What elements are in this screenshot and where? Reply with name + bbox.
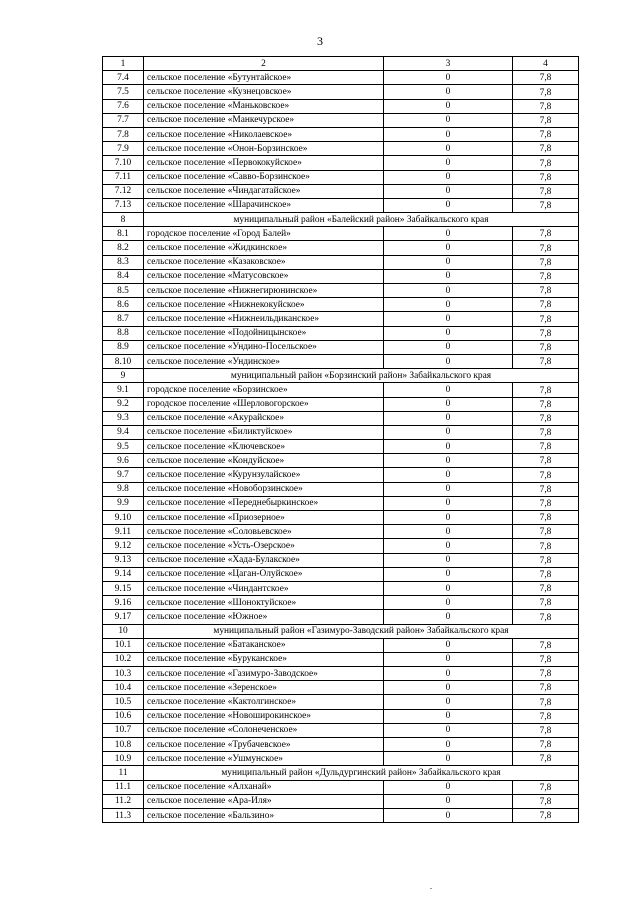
col3-value: 0 xyxy=(384,454,513,468)
col3-value: 0 xyxy=(384,511,513,525)
group-title: муниципальный район «Борзинский район» Забайкальского края xyxy=(144,369,579,383)
table-row xyxy=(103,383,579,397)
col4-value: 7,8 xyxy=(513,695,579,709)
col4-value: 7,8 xyxy=(513,127,579,141)
data-table xyxy=(102,56,579,823)
settlement-name: сельское поселение «Нижнеильдиканское» xyxy=(144,312,384,326)
settlement-name: сельское поселение «Чиндагатайское» xyxy=(144,184,384,198)
table-row xyxy=(103,738,579,752)
col3-value: 0 xyxy=(384,170,513,184)
row-number: 8.2 xyxy=(103,241,144,255)
group-row xyxy=(103,624,579,638)
settlement-name: сельское поселение «Подойницынское» xyxy=(144,326,384,340)
col4-value: 7,8 xyxy=(513,397,579,411)
table-row xyxy=(103,808,579,822)
col4-value: 7,8 xyxy=(513,142,579,156)
col4-value: 7,8 xyxy=(513,227,579,241)
table-row xyxy=(103,354,579,368)
settlement-name: сельское поселение «Ундинское» xyxy=(144,354,384,368)
settlement-name: сельское поселение «Шоноктуйское» xyxy=(144,596,384,610)
col4-value: 7,8 xyxy=(513,652,579,666)
row-number: 9.14 xyxy=(103,567,144,581)
col4-value: 7,8 xyxy=(513,113,579,127)
col3-value: 0 xyxy=(384,85,513,99)
col3-value: 0 xyxy=(384,482,513,496)
col3-value: 0 xyxy=(384,638,513,652)
row-number: 10.1 xyxy=(103,638,144,652)
col3-value: 0 xyxy=(384,652,513,666)
settlement-name: сельское поселение «Переднебыркинское» xyxy=(144,496,384,510)
col4-value: 7,8 xyxy=(513,482,579,496)
col3-value: 0 xyxy=(384,354,513,368)
col3-value: 0 xyxy=(384,581,513,595)
col3-value: 0 xyxy=(384,468,513,482)
row-number: 9.4 xyxy=(103,425,144,439)
table-row xyxy=(103,269,579,283)
row-number: 9.3 xyxy=(103,411,144,425)
col4-value: 7,8 xyxy=(513,794,579,808)
col4-value: 7,8 xyxy=(513,269,579,283)
col3-value: 0 xyxy=(384,794,513,808)
col4-value: 7,8 xyxy=(513,170,579,184)
row-number: 9.13 xyxy=(103,553,144,567)
settlement-name: сельское поселение «Бутунтайское» xyxy=(144,71,384,85)
group-row xyxy=(103,369,579,383)
col3-value: 0 xyxy=(384,397,513,411)
col3-value: 0 xyxy=(384,525,513,539)
row-number: 10.4 xyxy=(103,681,144,695)
col3-value: 0 xyxy=(384,156,513,170)
col3-value: 0 xyxy=(384,539,513,553)
table-row xyxy=(103,553,579,567)
settlement-name: сельское поселение «Цаган-Олуйское» xyxy=(144,567,384,581)
row-number: 7.9 xyxy=(103,142,144,156)
col4-value: 7,8 xyxy=(513,581,579,595)
table-row xyxy=(103,255,579,269)
col4-value: 7,8 xyxy=(513,312,579,326)
col3-value: 0 xyxy=(384,695,513,709)
settlement-name: сельское поселение «Шарачинское» xyxy=(144,198,384,212)
col4-value: 7,8 xyxy=(513,709,579,723)
col3-value: 0 xyxy=(384,340,513,354)
row-number: 7.13 xyxy=(103,198,144,212)
table-body xyxy=(103,57,579,823)
settlement-name: сельское поселение «Нижнекокуйское» xyxy=(144,298,384,312)
settlement-name: сельское поселение «Кузнецовское» xyxy=(144,85,384,99)
row-number: 7.6 xyxy=(103,99,144,113)
table-row xyxy=(103,638,579,652)
table-row xyxy=(103,567,579,581)
col4-value: 7,8 xyxy=(513,553,579,567)
group-row xyxy=(103,213,579,227)
row-number: 10.8 xyxy=(103,738,144,752)
table-row xyxy=(103,71,579,85)
scan-speck xyxy=(430,888,432,889)
col4-value: 7,8 xyxy=(513,85,579,99)
row-number: 8.9 xyxy=(103,340,144,354)
settlement-name: городское поселение «Город Балей» xyxy=(144,227,384,241)
table-row xyxy=(103,610,579,624)
col4-value: 7,8 xyxy=(513,340,579,354)
table-row xyxy=(103,411,579,425)
table-row xyxy=(103,326,579,340)
header-col-1: 1 xyxy=(103,57,144,71)
col4-value: 7,8 xyxy=(513,539,579,553)
col3-value: 0 xyxy=(384,127,513,141)
settlement-name: сельское поселение «Приозерное» xyxy=(144,511,384,525)
row-number: 7.12 xyxy=(103,184,144,198)
table-header-row xyxy=(103,57,579,71)
row-number: 9.16 xyxy=(103,596,144,610)
col4-value: 7,8 xyxy=(513,610,579,624)
row-number: 10.3 xyxy=(103,667,144,681)
col3-value: 0 xyxy=(384,738,513,752)
table-row xyxy=(103,667,579,681)
row-number: 9.6 xyxy=(103,454,144,468)
group-number: 10 xyxy=(103,624,144,638)
col4-value: 7,8 xyxy=(513,780,579,794)
row-number: 8.7 xyxy=(103,312,144,326)
settlement-name: городское поселение «Борзинское» xyxy=(144,383,384,397)
row-number: 8.10 xyxy=(103,354,144,368)
table-row xyxy=(103,794,579,808)
col4-value: 7,8 xyxy=(513,440,579,454)
col3-value: 0 xyxy=(384,440,513,454)
col3-value: 0 xyxy=(384,553,513,567)
col3-value: 0 xyxy=(384,312,513,326)
row-number: 9.7 xyxy=(103,468,144,482)
settlement-name: сельское поселение «Батаканское» xyxy=(144,638,384,652)
col3-value: 0 xyxy=(384,411,513,425)
row-number: 10.6 xyxy=(103,709,144,723)
settlement-name: сельское поселение «Солонеченское» xyxy=(144,723,384,737)
group-number: 8 xyxy=(103,213,144,227)
settlement-name: сельское поселение «Соловьевское» xyxy=(144,525,384,539)
col4-value: 7,8 xyxy=(513,298,579,312)
settlement-name: сельское поселение «Савво-Борзинское» xyxy=(144,170,384,184)
row-number: 7.7 xyxy=(103,113,144,127)
col4-value: 7,8 xyxy=(513,752,579,766)
row-number: 9.1 xyxy=(103,383,144,397)
row-number: 9.9 xyxy=(103,496,144,510)
table-row xyxy=(103,511,579,525)
settlement-name: сельское поселение «Онон-Борзинское» xyxy=(144,142,384,156)
table-row xyxy=(103,695,579,709)
row-number: 9.11 xyxy=(103,525,144,539)
col4-value: 7,8 xyxy=(513,99,579,113)
row-number: 10.7 xyxy=(103,723,144,737)
col4-value: 7,8 xyxy=(513,511,579,525)
row-number: 7.10 xyxy=(103,156,144,170)
header-col-2: 2 xyxy=(144,57,384,71)
table-row xyxy=(103,454,579,468)
table-row xyxy=(103,284,579,298)
table-row xyxy=(103,752,579,766)
table-row xyxy=(103,99,579,113)
table-row xyxy=(103,298,579,312)
col4-value: 7,8 xyxy=(513,567,579,581)
row-number: 10.9 xyxy=(103,752,144,766)
row-number: 8.4 xyxy=(103,269,144,283)
row-number: 8.3 xyxy=(103,255,144,269)
group-title: муниципальный район «Балейский район» Забайкальского края xyxy=(144,213,579,227)
col3-value: 0 xyxy=(384,723,513,737)
table-row xyxy=(103,170,579,184)
settlement-name: сельское поселение «Новоширокинское» xyxy=(144,709,384,723)
col4-value: 7,8 xyxy=(513,525,579,539)
col3-value: 0 xyxy=(384,709,513,723)
table-row xyxy=(103,227,579,241)
settlement-name: сельское поселение «Чиндантское» xyxy=(144,581,384,595)
settlement-name: сельское поселение «Акурайское» xyxy=(144,411,384,425)
table-row xyxy=(103,440,579,454)
col3-value: 0 xyxy=(384,496,513,510)
col4-value: 7,8 xyxy=(513,411,579,425)
col4-value: 7,8 xyxy=(513,496,579,510)
col3-value: 0 xyxy=(384,567,513,581)
row-number: 9.17 xyxy=(103,610,144,624)
settlement-name: сельское поселение «Ключевское» xyxy=(144,440,384,454)
table-row xyxy=(103,652,579,666)
row-number: 9.5 xyxy=(103,440,144,454)
col4-value: 7,8 xyxy=(513,738,579,752)
col4-value: 7,8 xyxy=(513,667,579,681)
settlement-name: сельское поселение «Буруканское» xyxy=(144,652,384,666)
col3-value: 0 xyxy=(384,780,513,794)
col3-value: 0 xyxy=(384,298,513,312)
settlement-name: сельское поселение «Курунзулайское» xyxy=(144,468,384,482)
settlement-name: городское поселение «Шерловогорское» xyxy=(144,397,384,411)
table-row xyxy=(103,780,579,794)
table-row xyxy=(103,468,579,482)
row-number: 7.8 xyxy=(103,127,144,141)
settlement-name: сельское поселение «Алханай» xyxy=(144,780,384,794)
settlement-name: сельское поселение «Трубачевское» xyxy=(144,738,384,752)
col4-value: 7,8 xyxy=(513,468,579,482)
group-number: 11 xyxy=(103,766,144,780)
row-number: 7.5 xyxy=(103,85,144,99)
row-number: 9.15 xyxy=(103,581,144,595)
row-number: 10.5 xyxy=(103,695,144,709)
col3-value: 0 xyxy=(384,184,513,198)
table-row xyxy=(103,425,579,439)
col3-value: 0 xyxy=(384,284,513,298)
row-number: 11.2 xyxy=(103,794,144,808)
header-col-3: 3 xyxy=(384,57,513,71)
group-title: муниципальный район «Газимуро-Заводский район» Забайкальского края xyxy=(144,624,579,638)
table-row xyxy=(103,340,579,354)
group-title: муниципальный район «Дульдургинский район» Забайкальского края xyxy=(144,766,579,780)
row-number: 8.6 xyxy=(103,298,144,312)
settlement-name: сельское поселение «Николаевское» xyxy=(144,127,384,141)
col3-value: 0 xyxy=(384,198,513,212)
table-row xyxy=(103,496,579,510)
col3-value: 0 xyxy=(384,99,513,113)
col3-value: 0 xyxy=(384,596,513,610)
col4-value: 7,8 xyxy=(513,198,579,212)
page-number: 3 xyxy=(317,34,323,48)
col3-value: 0 xyxy=(384,71,513,85)
col4-value: 7,8 xyxy=(513,326,579,340)
table-row xyxy=(103,723,579,737)
row-number: 8.1 xyxy=(103,227,144,241)
table-row xyxy=(103,142,579,156)
settlement-name: сельское поселение «Жидкинское» xyxy=(144,241,384,255)
row-number: 9.10 xyxy=(103,511,144,525)
row-number: 9.2 xyxy=(103,397,144,411)
col3-value: 0 xyxy=(384,326,513,340)
settlement-name: сельское поселение «Маньковское» xyxy=(144,99,384,113)
col3-value: 0 xyxy=(384,241,513,255)
settlement-name: сельское поселение «Казаковское» xyxy=(144,255,384,269)
col4-value: 7,8 xyxy=(513,156,579,170)
settlement-name: сельское поселение «Ушмунское» xyxy=(144,752,384,766)
col4-value: 7,8 xyxy=(513,383,579,397)
row-number: 8.5 xyxy=(103,284,144,298)
row-number: 8.8 xyxy=(103,326,144,340)
row-number: 9.12 xyxy=(103,539,144,553)
row-number: 10.2 xyxy=(103,652,144,666)
col4-value: 7,8 xyxy=(513,284,579,298)
settlement-name: сельское поселение «Хада-Булакское» xyxy=(144,553,384,567)
settlement-name: сельское поселение «Ара-Иля» xyxy=(144,794,384,808)
col4-value: 7,8 xyxy=(513,255,579,269)
settlement-name: сельское поселение «Ундино-Посельское» xyxy=(144,340,384,354)
col4-value: 7,8 xyxy=(513,723,579,737)
table-row xyxy=(103,184,579,198)
table-row xyxy=(103,709,579,723)
table-row xyxy=(103,312,579,326)
row-number: 11.1 xyxy=(103,780,144,794)
table-row xyxy=(103,241,579,255)
row-number: 9.8 xyxy=(103,482,144,496)
settlement-name: сельское поселение «Матусовское» xyxy=(144,269,384,283)
settlement-name: сельское поселение «Кактолгинское» xyxy=(144,695,384,709)
table-row xyxy=(103,596,579,610)
table-row xyxy=(103,482,579,496)
table-row xyxy=(103,127,579,141)
col4-value: 7,8 xyxy=(513,808,579,822)
table-row xyxy=(103,113,579,127)
settlement-name: сельское поселение «Газимуро-Заводское» xyxy=(144,667,384,681)
settlement-name: сельское поселение «Первококуйское» xyxy=(144,156,384,170)
col3-value: 0 xyxy=(384,227,513,241)
col3-value: 0 xyxy=(384,425,513,439)
table-row xyxy=(103,156,579,170)
settlement-name: сельское поселение «Зеренское» xyxy=(144,681,384,695)
col4-value: 7,8 xyxy=(513,71,579,85)
settlement-name: сельское поселение «Новоборзинское» xyxy=(144,482,384,496)
col4-value: 7,8 xyxy=(513,638,579,652)
col3-value: 0 xyxy=(384,808,513,822)
col4-value: 7,8 xyxy=(513,454,579,468)
group-row xyxy=(103,766,579,780)
group-number: 9 xyxy=(103,369,144,383)
col3-value: 0 xyxy=(384,383,513,397)
col4-value: 7,8 xyxy=(513,184,579,198)
settlement-name: сельское поселение «Манкечурское» xyxy=(144,113,384,127)
col4-value: 7,8 xyxy=(513,596,579,610)
table-row xyxy=(103,681,579,695)
col3-value: 0 xyxy=(384,142,513,156)
col3-value: 0 xyxy=(384,610,513,624)
col4-value: 7,8 xyxy=(513,425,579,439)
settlement-name: сельское поселение «Южное» xyxy=(144,610,384,624)
table-row xyxy=(103,397,579,411)
col3-value: 0 xyxy=(384,113,513,127)
settlement-name: сельское поселение «Усть-Озерское» xyxy=(144,539,384,553)
settlement-name: сельское поселение «Кондуйское» xyxy=(144,454,384,468)
table-row xyxy=(103,85,579,99)
settlement-name: сельское поселение «Нижнегирюнинское» xyxy=(144,284,384,298)
col3-value: 0 xyxy=(384,752,513,766)
col3-value: 0 xyxy=(384,681,513,695)
table-row xyxy=(103,539,579,553)
settlement-name: сельское поселение «Биликтуйское» xyxy=(144,425,384,439)
col4-value: 7,8 xyxy=(513,681,579,695)
header-col-4: 4 xyxy=(513,57,579,71)
col4-value: 7,8 xyxy=(513,241,579,255)
table-row xyxy=(103,581,579,595)
col3-value: 0 xyxy=(384,255,513,269)
row-number: 7.11 xyxy=(103,170,144,184)
col4-value: 7,8 xyxy=(513,354,579,368)
col3-value: 0 xyxy=(384,667,513,681)
row-number: 7.4 xyxy=(103,71,144,85)
table-row xyxy=(103,198,579,212)
row-number: 11.3 xyxy=(103,808,144,822)
settlement-name: сельское поселение «Бальзино» xyxy=(144,808,384,822)
table-row xyxy=(103,525,579,539)
col3-value: 0 xyxy=(384,269,513,283)
